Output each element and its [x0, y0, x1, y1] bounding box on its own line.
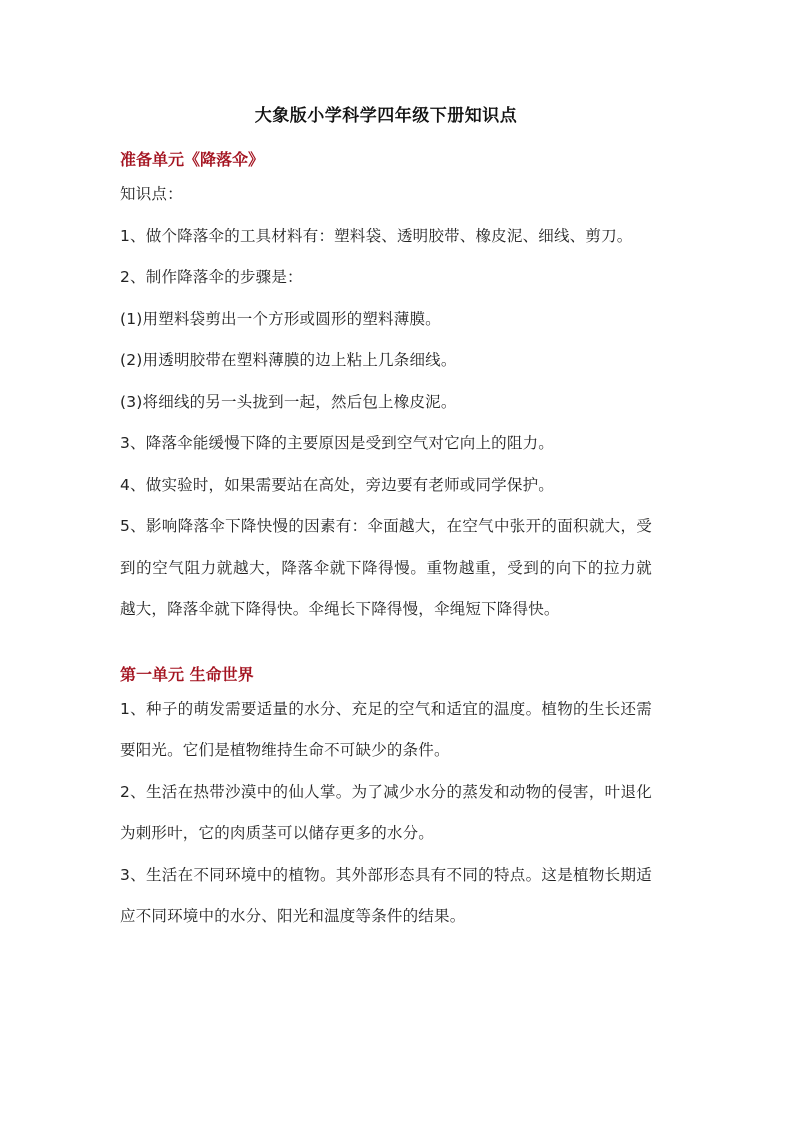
paragraph: 4、做实验时，如果需要站在高处，旁边要有老师或同学保护。 [120, 475, 554, 494]
knowledge-points-label: 知识点： [120, 185, 183, 203]
paragraph: (3)将细线的另一头拢到一起，然后包上橡皮泥。 [120, 392, 457, 411]
document-title: 大象版小学科学四年级下册知识点 [254, 106, 518, 126]
section-life-world [120, 661, 652, 938]
paragraph: 1、做个降落伞的工具材料有：塑料袋、透明胶带、橡皮泥、细线、剪刀。 [120, 226, 633, 245]
document-body [120, 100, 652, 938]
paragraph: 3、生活在不同环境中的植物。其外部形态具有不同的特点。这是植物长期适应不同环境中的水分、阳光和温度等条件的结果。 [120, 865, 652, 925]
paragraph: 3、降落伞能缓慢下降的主要原因是受到空气对它向上的阻力。 [120, 434, 554, 452]
paragraph: 2、制作降落伞的步骤是： [120, 268, 303, 286]
paragraph: 2、生活在热带沙漠中的仙人掌。为了减少水分的蒸发和动物的侵害，叶退化为刺形叶，它的肉质茎可以储存更多的水分。 [120, 782, 652, 842]
paragraph: 5、影响降落伞下降快慢的因素有：伞面越大，在空气中张开的面积就大，受到的空气阻力就越大，降落伞就下降得慢。重物越重，受到的向下的拉力就越大，降落伞就下降得快。伞绳长下降得慢，伞绳短下降得快。 [120, 517, 652, 618]
paragraph: (1)用塑料袋剪出一个方形或圆形的塑料薄膜。 [120, 309, 441, 328]
section-heading: 第一单元 生命世界 [120, 664, 254, 684]
paragraph: (2)用透明胶带在塑料薄膜的边上粘上几条细线。 [120, 351, 457, 369]
section-parachute [120, 146, 652, 631]
paragraph: 1、种子的萌发需要适量的水分、充足的空气和适宜的温度。植物的生长还需要阳光。它们是植物维持生命不可缺少的条件。 [120, 699, 652, 759]
section-spacer [120, 631, 652, 647]
section-heading: 准备单元《降落伞》 [120, 150, 265, 169]
